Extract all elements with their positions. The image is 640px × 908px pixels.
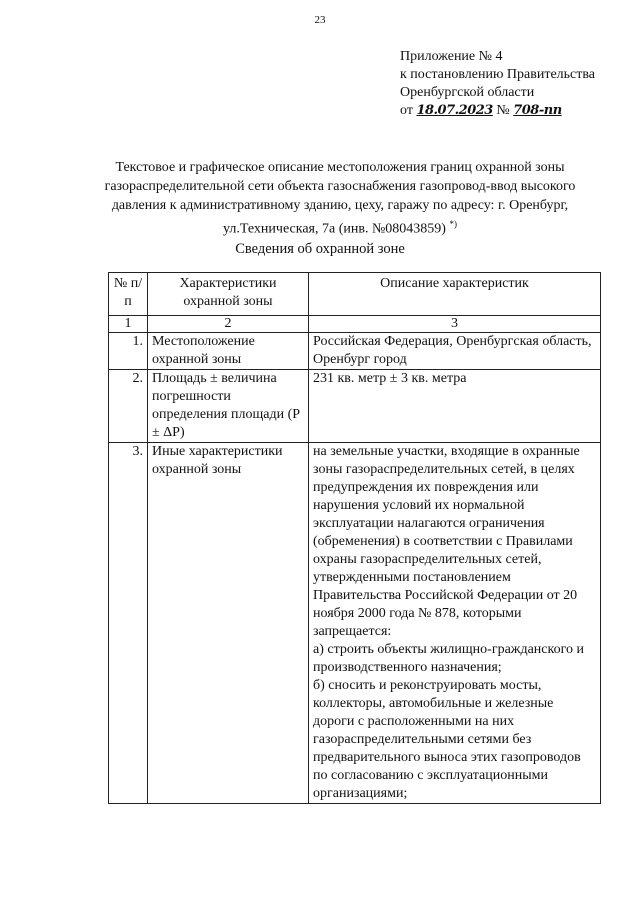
column-number: 3: [309, 316, 601, 333]
appendix-number: 708-пп: [513, 103, 562, 118]
row-number: 2.: [109, 370, 148, 443]
row-description: на земельные участки, входящие в охранные зоны газораспределительных сетей, в целях предупреждения их повреждения или нарушения условий их нормальной эксплуатации налагаются ограничения (обременения) в соответствии с Правилами охраны газораспределительных сетей, утвержденными постановлением Правительства Российской Федерации от 20 ноября 2000 года № 878, которыми запрещается:: [313, 444, 580, 639]
column-number: 1: [109, 316, 148, 333]
header-characteristic: Характеристики охранной зоны: [148, 273, 309, 316]
restriction-item: а) строить объекты жилищно-гражданского и производственного назначения;: [313, 642, 584, 675]
header-description: Описание характеристик: [309, 273, 601, 316]
header-number: № п/п: [109, 273, 148, 316]
row-characteristic: Иные характеристики охранной зоны: [148, 443, 309, 804]
row-number: 3.: [109, 443, 148, 804]
page-number: 23: [314, 14, 326, 26]
footnote-mark: *): [449, 219, 457, 229]
appendix-resolution: к постановлению Правительства: [400, 67, 596, 82]
table-row: [109, 443, 601, 804]
appendix-region: Оренбургской области: [400, 85, 535, 100]
document-title: [80, 158, 600, 239]
document-title-text: Текстовое и графическое описание местоположения границ охранной зоны газораспределительной сети объекта газоснабжения газопровод-ввод высокого давления к административному зданию, цеху, гаражу по адресу: г. Оренбург, ул.Техническая, 7а (инв. №08043859): [104, 160, 576, 237]
row-characteristic: Площадь ± величина погрешности определения площади (P ± ΔP): [148, 370, 309, 443]
section-subtitle: Сведения об охранной зоне: [235, 241, 405, 257]
table-row: [109, 333, 601, 370]
row-characteristic: Местоположение охранной зоны: [148, 333, 309, 370]
appendix-block: [400, 48, 595, 120]
restriction-item: б) сносить и реконструировать мосты, коллекторы, автомобильные и железные дороги с расположенными на них газораспределительными сетями без предварительного выноса этих газопроводов по согласованию с эксплуатационными организациями;: [313, 678, 581, 801]
protection-zone-table: [108, 272, 601, 804]
table-header-row: [109, 273, 601, 316]
appendix-from-label: от: [400, 103, 413, 118]
row-number: 1.: [109, 333, 148, 370]
column-number-row: [109, 316, 601, 333]
column-number: 2: [148, 316, 309, 333]
row-description-cell: [309, 443, 601, 804]
table-row: [109, 370, 601, 443]
appendix-title: Приложение № 4: [400, 49, 503, 64]
appendix-date-line: [400, 102, 595, 120]
appendix-number-sign: №: [496, 103, 510, 118]
row-description: Российская Федерация, Оренбургская область, Оренбург город: [309, 333, 601, 370]
appendix-date: 18.07.2023: [416, 103, 493, 118]
row-description: 231 кв. метр ± 3 кв. метра: [309, 370, 601, 443]
